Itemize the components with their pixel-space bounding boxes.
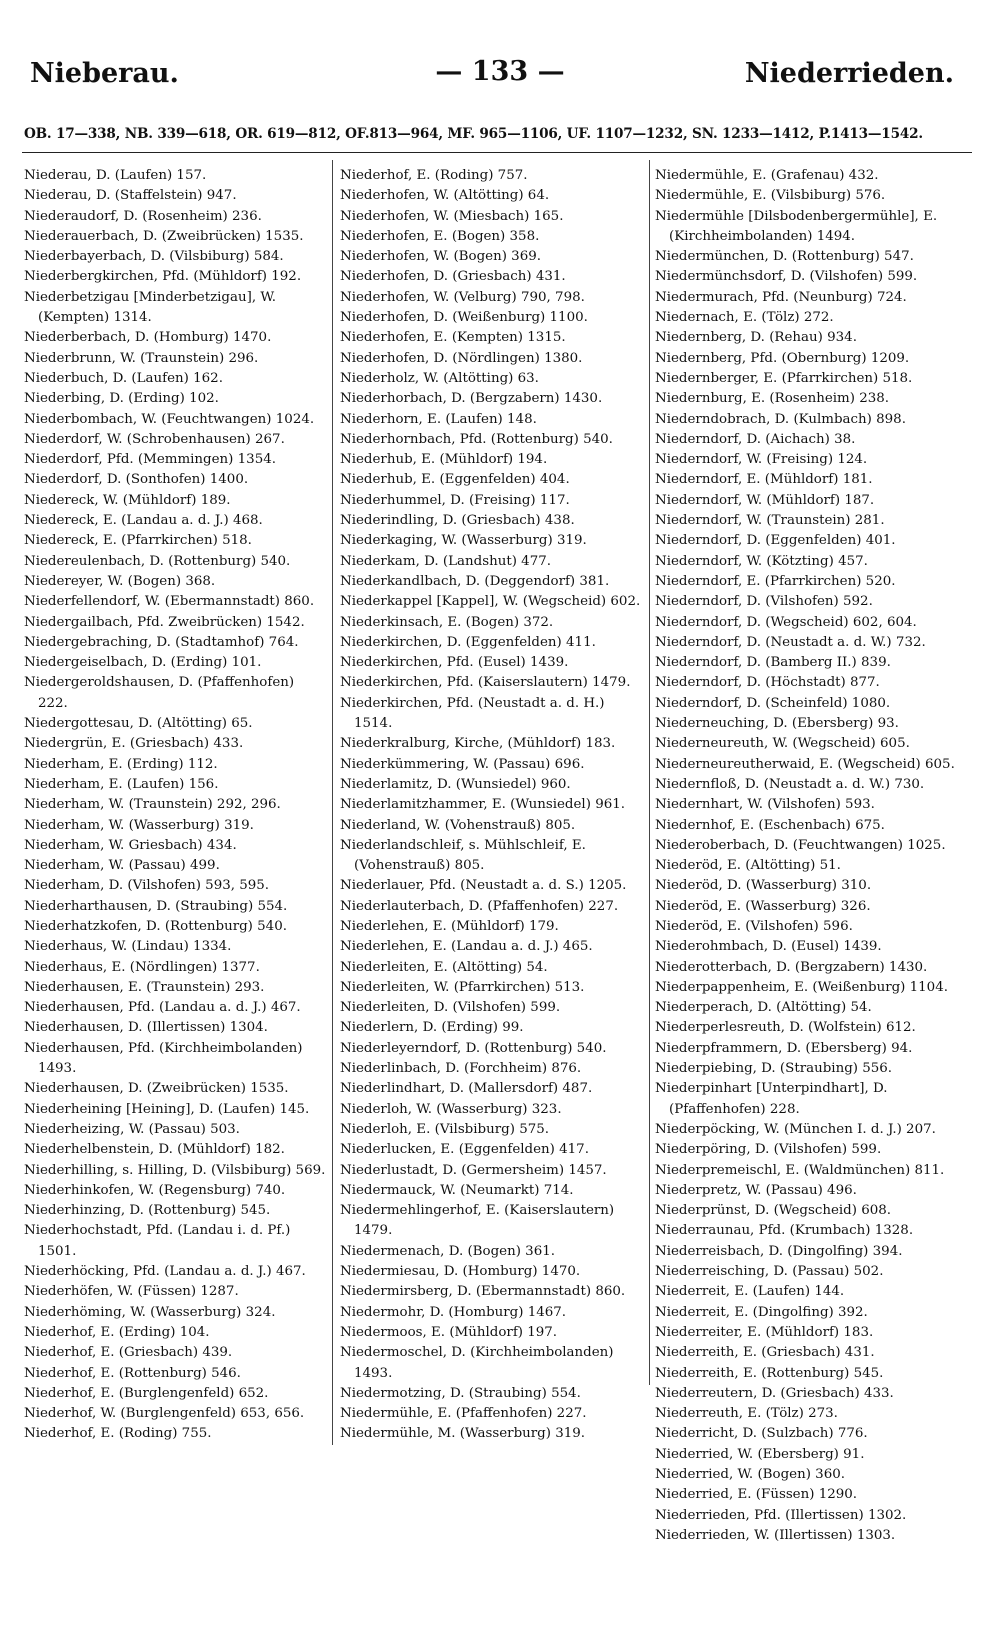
index-entry: Niederlinbach, D. (Forchheim) 876. [340,1061,582,1077]
index-entry: Niederdorf, Pfd. (Memmingen) 1354. [24,452,276,468]
index-entry: Niederheining [Heining], D. (Laufen) 145. [24,1101,310,1117]
index-entry: Niederkümmering, W. (Passau) 696. [340,756,585,772]
index-entry: Niederhof, E. (Roding) 755. [24,1426,212,1442]
index-entry: Niederndorf, D. (Aichach) 38. [655,431,856,447]
index-entry: Niederhöfen, W. (Füssen) 1287. [24,1284,239,1300]
index-entry: Niedergebraching, D. (Stadtamhof) 764. [24,634,299,650]
index-entry: Niederbrunn, W. (Traunstein) 296. [24,350,259,366]
index-entry: Niederndorf, E. (Pfarrkirchen) 520. [655,573,896,589]
index-entry: Niederdorf, W. (Schrobenhausen) 267. [24,431,285,447]
index-entry: Niederfellendorf, W. (Ebermannstadt) 860. [24,594,315,610]
index-entry: Niederaudorf, D. (Rosenheim) 236. [24,208,262,224]
index-entry: Niedergottesau, D. (Altötting) 65. [24,716,253,732]
index-entry: Niederberbach, D. (Homburg) 1470. [24,330,272,346]
index-entry: Niederperach, D. (Altötting) 54. [655,1000,872,1016]
index-entry: Niederindling, D. (Griesbach) 438. [340,513,575,529]
index-entry: Niederlustadt, D. (Germersheim) 1457. [340,1162,607,1178]
index-entry: Niederndorf, D. (Neustadt a. d. W.) 732. [655,634,926,650]
index-entry: Niederotterbach, D. (Bergzabern) 1430. [655,959,928,975]
index-entry: Niederhofen, W. (Altötting) 64. [340,188,550,204]
index-entry: Niederkinsach, E. (Bogen) 372. [340,614,554,630]
index-entry: Niederohmbach, D. (Eusel) 1439. [655,939,882,955]
index-entry: Niederbuch, D. (Laufen) 162. [24,370,223,386]
index-entry: Niederneuching, D. (Ebersberg) 93. [655,716,899,732]
index-column-2 [340,166,645,1445]
index-entry: Niederhausen, D. (Zweibrücken) 1535. [24,1081,289,1097]
index-entry: Niederndorf, E. (Mühldorf) 181. [655,472,873,488]
index-entry: Niederkandlbach, D. (Deggendorf) 381. [340,573,610,589]
index-entry: Niedermoos, E. (Mühldorf) 197. [340,1324,558,1340]
column-divider [332,160,333,1445]
index-entry: Niederham, E. (Laufen) 156. [24,776,219,792]
index-entry: Niedereyer, W. (Bogen) 368. [24,573,216,589]
index-entry: Niedernberg, D. (Rehau) 934. [655,330,857,346]
index-entry: Niederau, D. (Laufen) 157. [24,168,207,183]
index-entry: Niedermohr, D. (Homburg) 1467. [340,1304,567,1320]
index-entry: Niedermühle, E. (Vilsbiburg) 576. [655,188,886,204]
index-entry: Niederkirchen, Pfd. (Kaiserslautern) 1479. [340,675,631,691]
index-entry: Niederndorf, D. (Eggenfelden) 401. [655,533,896,549]
index-entry: Niederhof, E. (Rottenburg) 546. [24,1365,241,1381]
index-entry: Niedereck, E. (Landau a. d. J.) 468. [24,513,263,529]
index-entry: Niederhof, W. (Burglengenfeld) 653, 656. [24,1406,305,1422]
index-entry: Niedermühle, E. (Pfaffenhofen) 227. [340,1406,587,1422]
index-entry: Niederhöcking, Pfd. (Landau a. d. J.) 467. [24,1264,306,1280]
index-entry: Niedermurach, Pfd. (Neunburg) 724. [655,289,907,305]
running-head-right: Niederrieden. [744,58,954,89]
index-entry: Niederhorbach, D. (Bergzabern) 1430. [340,391,603,407]
index-entry: Niederham, W. (Passau) 499. [24,858,220,874]
index-entry: Niederndorf, D. (Scheinfeld) 1080. [655,695,891,711]
index-entry: Niederharthausen, D. (Straubing) 554. [24,898,288,914]
index-entry: Niederlehen, E. (Mühldorf) 179. [340,918,559,934]
index-entry: Niederreutern, D. (Griesbach) 433. [655,1385,894,1401]
index-entry: Niederndorf, W. (Mühldorf) 187. [655,492,875,508]
index-entry: Niederlucken, E. (Eggenfelden) 417. [340,1142,589,1158]
index-entry: Niedermotzing, D. (Straubing) 554. [340,1385,581,1401]
index-entry: Niederneureutherwaid, E. (Wegscheid) 605. [655,756,955,772]
index-entry: Niederoberbach, D. (Feuchtwangen) 1025. [655,837,946,853]
index-entry: Niederleyerndorf, D. (Rottenburg) 540. [340,1040,607,1056]
index-entry: Niederhofen, D. (Nördlingen) 1380. [340,350,583,366]
index-entry: Niederkirchen, D. (Eggenfelden) 411. [340,634,596,650]
index-entry: Niederndorf, D. (Vilshofen) 592. [655,594,873,610]
index-column-1 [24,166,326,1445]
index-entry: Niederöd, E. (Wasserburg) 326. [655,898,871,914]
index-entry: Niederreith, E. (Rottenburg) 545. [655,1365,884,1381]
index-entry: Niederbayerbach, D. (Vilsbiburg) 584. [24,249,284,265]
index-entry: Niederhub, E. (Mühldorf) 194. [340,452,548,468]
index-entry: Niederndorf, D. (Bamberg II.) 839. [655,655,891,671]
index-entry: Niederhorn, E. (Laufen) 148. [340,411,537,427]
index-entry: Niederndorf, W. (Kötzting) 457. [655,553,868,569]
index-entry: Niederreit, E. (Dingolfing) 392. [655,1304,868,1320]
index-entry: Niederhofen, W. (Miesbach) 165. [340,208,564,224]
index-entry: Niedernberger, E. (Pfarrkirchen) 518. [655,370,913,386]
index-entry: Niederhummel, D. (Freising) 117. [340,492,570,508]
index-entry: Niederdorf, D. (Sonthofen) 1400. [24,472,249,488]
index-entry: Niederlauterbach, D. (Pfaffenhofen) 227. [340,898,619,914]
index-entry: Niederöd, E. (Altötting) 51. [655,858,841,874]
index-entry: Niedermenach, D. (Bogen) 361. [340,1243,556,1259]
index-entry: Niederleiten, E. (Altötting) 54. [340,959,548,975]
index-entry: Niederhaus, W. (Lindau) 1334. [24,939,232,955]
index-entry: Niederricht, D. (Sulzbach) 776. [655,1426,868,1442]
index-entry: Niederhausen, Pfd. (Kirchheimbolanden) 1493. [24,1040,303,1077]
index-entry: Niedernhart, W. (Vilshofen) 593. [655,797,875,813]
index-entry: Niederholz, W. (Altötting) 63. [340,370,539,386]
index-entry: Niederhofen, W. (Velburg) 790, 798. [340,289,585,305]
index-entry: Niederbetzigau [Minderbetzigau], W. (Kempten) 1314. [24,289,277,326]
index-entry: Niederkam, D. (Landshut) 477. [340,553,551,569]
index-entry: Niederloh, E. (Vilsbiburg) 575. [340,1121,550,1137]
index-entry: Niederraunau, Pfd. (Krumbach) 1328. [655,1223,914,1239]
index-entry: Niederbing, D. (Erding) 102. [24,391,219,407]
index-entry: Niedermoschel, D. (Kirchheimbolanden) 1493. [340,1345,614,1381]
index-entry: Niedergeroldshausen, D. (Pfaffenhofen) 222. [24,675,295,711]
index-entry: Niedereulenbach, D. (Rottenburg) 540. [24,553,291,569]
index-entry: Niederhub, E. (Eggenfelden) 404. [340,472,570,488]
index-entry: Niederheizing, W. (Passau) 503. [24,1121,240,1137]
index-entry: Niederperlesreuth, D. (Wolfstein) 612. [655,1020,916,1036]
index-entry: Niederreisching, D. (Passau) 502. [655,1264,884,1280]
running-head-left: Nieberau. [30,58,179,89]
index-entry: Niederpappenheim, E. (Weißenburg) 1104. [655,979,948,995]
index-entry: Niedereck, W. (Mühldorf) 189. [24,492,231,508]
index-entry: Niederlamitzhammer, E. (Wunsiedel) 961. [340,797,626,813]
index-entry: Niederried, W. (Ebersberg) 91. [655,1446,865,1462]
index-entry: Niederleiten, W. (Pfarrkirchen) 513. [340,979,585,995]
index-entry: Niederlindhart, D. (Mallersdorf) 487. [340,1081,593,1097]
index-entry: Niederndorf, D. (Wegscheid) 602, 604. [655,614,917,630]
index-entry: Niederpöcking, W. (München I. d. J.) 207. [655,1121,936,1137]
index-entry: Niederbombach, W. (Feuchtwangen) 1024. [24,411,315,427]
index-entry: Niederreith, E. (Griesbach) 431. [655,1345,875,1361]
index-entry: Niederpremeischl, E. (Waldmünchen) 811. [655,1162,945,1178]
index-entry: Niedermühle, E. (Grafenau) 432. [655,168,879,183]
index-entry: Niederhof, E. (Roding) 757. [340,168,528,183]
index-entry: Niederhofen, W. (Bogen) 369. [340,249,542,265]
index-entry: Niedernhof, E. (Eschenbach) 675. [655,817,885,833]
index-entry: Niederndorf, W. (Freising) 124. [655,452,868,468]
index-entry: Niedermehlingerhof, E. (Kaiserslautern) 1479. [340,1203,615,1239]
index-entry: Niederlauer, Pfd. (Neustadt a. d. S.) 1205. [340,878,627,894]
index-entry: Niederhatzkofen, D. (Rottenburg) 540. [24,918,287,934]
index-entry: Niederham, W. (Wasserburg) 319. [24,817,254,833]
index-entry: Niederneureuth, W. (Wegscheid) 605. [655,736,910,752]
index-entry: Niederhornbach, Pfd. (Rottenburg) 540. [340,431,613,447]
index-entry: Niedernburg, E. (Rosenheim) 238. [655,391,890,407]
index-entry: Niederreuth, E. (Tölz) 273. [655,1406,838,1422]
index-entry: Niederhausen, Pfd. (Landau a. d. J.) 467. [24,1000,301,1016]
index-entry: Niedergeiselbach, D. (Erding) 101. [24,655,262,671]
index-entry: Niederndorf, W. (Traunstein) 281. [655,513,885,529]
index-entry: Niederham, D. (Vilshofen) 593, 595. [24,878,270,894]
index-entry: Niederreit, E. (Laufen) 144. [655,1284,845,1300]
index-entry: Niederhofen, E. (Bogen) 358. [340,228,540,244]
index-entry: Niederndobrach, D. (Kulmbach) 898. [655,411,906,427]
index-entry: Niederkappel [Kappel], W. (Wegscheid) 602. [340,594,641,610]
index-entry: Niederhofen, D. (Griesbach) 431. [340,269,566,285]
index-entry: Niedergailbach, Pfd. Zweibrücken) 1542. [24,614,305,630]
index-entry: Niederlandschleif, s. Mühlschleif, E. (Vohenstrauß) 805. [340,837,586,874]
index-entry: Niederham, E. (Erding) 112. [24,756,218,772]
index-entry: Niederried, E. (Füssen) 1290. [655,1487,858,1503]
index-entry: Niedereck, E. (Pfarrkirchen) 518. [24,533,252,549]
index-entry: Niedermauck, W. (Neumarkt) 714. [340,1182,574,1198]
index-entry: Niederlern, D. (Erding) 99. [340,1020,524,1036]
index-entry: Niedermünchen, D. (Rottenburg) 547. [655,249,914,265]
index-entry: Niedermiesau, D. (Homburg) 1470. [340,1264,581,1280]
index-entry: Niedergrün, E. (Griesbach) 433. [24,736,244,752]
index-entry: Niederhelbenstein, D. (Mühldorf) 182. [24,1142,285,1158]
index-entry: Niederlehen, E. (Landau a. d. J.) 465. [340,939,593,955]
index-entry: Niederhausen, D. (Illertissen) 1304. [24,1020,268,1036]
index-entry: Niedermühle [Dilsbodenbergermühle], E. (Kirchheimbolanden) 1494. [655,208,938,244]
index-entry: Niederham, W. (Traunstein) 292, 296. [24,797,281,813]
index-entry: Niederpframmern, D. (Ebersberg) 94. [655,1040,913,1056]
index-entry: Niederland, W. (Vohenstrauß) 805. [340,817,576,833]
index-entry: Niederlamitz, D. (Wunsiedel) 960. [340,776,571,792]
index-entry: Niederhausen, E. (Traunstein) 293. [24,979,265,995]
column-divider [649,160,650,1385]
index-entry: Niederreiter, E. (Mühldorf) 183. [655,1324,874,1340]
index-entry: Niederreisbach, D. (Dingolfing) 394. [655,1243,903,1259]
index-entry: Niederöd, E. (Vilshofen) 596. [655,918,853,934]
index-entry: Niederhof, E. (Burglengenfeld) 652. [24,1385,269,1401]
index-entry: Niederhaus, E. (Nördlingen) 1377. [24,959,260,975]
index-entry: Niederhochstadt, Pfd. (Landau i. d. Pf.) 1501. [24,1223,291,1259]
index-entry: Niedernfloß, D. (Neustadt a. d. W.) 730. [655,776,925,792]
header-rule [22,152,972,153]
index-entry: Niederried, W. (Bogen) 360. [655,1467,845,1482]
index-entry: Niederleiten, D. (Vilshofen) 599. [340,1000,561,1016]
index-entry: Niederhöming, W. (Wasserburg) 324. [24,1304,276,1320]
index-entry: Niederpinhart [Unterpindhart], D. (Pfaffenhofen) 228. [655,1081,888,1117]
index-entry: Niedermirsberg, D. (Ebermannstadt) 860. [340,1284,626,1300]
index-entry: Niederkaging, W. (Wasserburg) 319. [340,533,587,549]
index-entry: Niederrieden, Pfd. (Illertissen) 1302. [655,1507,907,1523]
index-entry: Niedermühle, M. (Wasserburg) 319. [340,1426,586,1442]
index-entry: Niederhofen, D. (Weißenburg) 1100. [340,310,588,326]
index-entry: Niedernberg, Pfd. (Obernburg) 1209. [655,350,910,366]
index-entry: Niederauerbach, D. (Zweibrücken) 1535. [24,228,304,244]
index-entry: Niedernach, E. (Tölz) 272. [655,310,834,326]
index-entry: Niederpiebing, D. (Straubing) 556. [655,1061,893,1077]
index-entry: Niederhilling, s. Hilling, D. (Vilsbiburg) 569. [24,1162,326,1178]
index-entry: Niederau, D. (Staffelstein) 947. [24,188,237,204]
index-entry: Niederhof, E. (Erding) 104. [24,1324,210,1340]
index-entry: Niederloh, W. (Wasserburg) 323. [340,1101,562,1117]
index-entry: Niederpöring, D. (Vilshofen) 599. [655,1142,882,1158]
index-entry: Niederndorf, D. (Höchstadt) 877. [655,675,880,691]
index-entry: Niederhofen, E. (Kempten) 1315. [340,330,566,346]
index-entry: Niederpretz, W. (Passau) 496. [655,1182,857,1198]
index-entry: Niederrieden, W. (Illertissen) 1303. [655,1527,896,1543]
index-entry: Niederprünst, D. (Wegscheid) 608. [655,1203,892,1219]
page-number: — 133 — [435,56,565,87]
index-entry: Niederhinkofen, W. (Regensburg) 740. [24,1182,286,1198]
index-entry: Niederöd, D. (Wasserburg) 310. [655,878,872,894]
index-entry: Niedermünchsdorf, D. (Vilshofen) 599. [655,269,918,285]
index-entry: Niederbergkirchen, Pfd. (Mühldorf) 192. [24,269,302,285]
index-entry: Niederhinzing, D. (Rottenburg) 545. [24,1203,271,1219]
index-entry: Niederkirchen, Pfd. (Neustadt a. d. H.) 1514. [340,695,605,732]
index-entry: Niederhof, E. (Griesbach) 439. [24,1345,233,1361]
district-legend: OB. 17—338, NB. 339—618, OR. 619—812, OF.813—964, MF. 965—1106, UF. 1107—1232, SN. 1233—1412, P.1413—1542. [24,126,923,142]
index-column-3 [655,166,975,1546]
index-entry: Niederkirchen, Pfd. (Eusel) 1439. [340,655,569,671]
index-entry: Niederkralburg, Kirche, (Mühldorf) 183. [340,736,616,752]
index-entry: Niederham, W. Griesbach) 434. [24,837,237,853]
